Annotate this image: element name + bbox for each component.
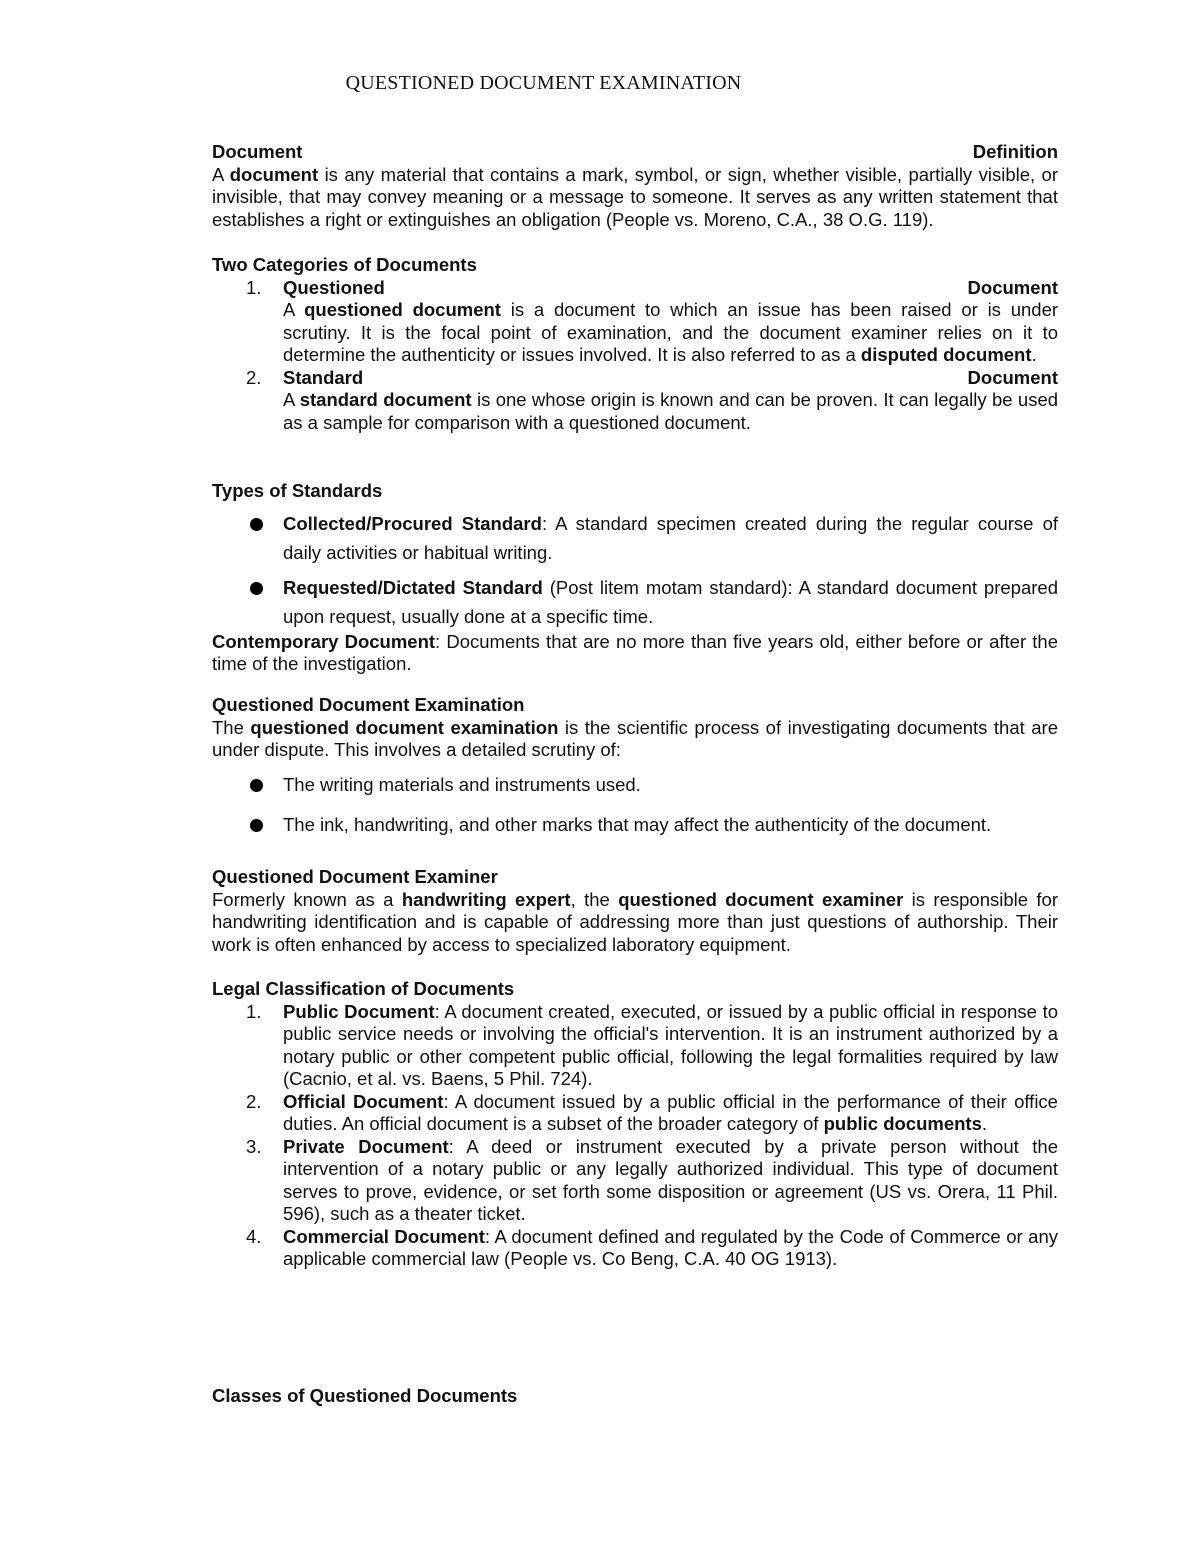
- section-legal-classification: [212, 978, 1058, 1271]
- list-number: 2.: [246, 1090, 262, 1112]
- paragraph: Contemporary Document: Documents that are no more than five years old, either before or after the time of the investigation.: [212, 630, 1059, 674]
- item-heading-split: Questioned Document: [283, 276, 1058, 298]
- list-number: 3.: [246, 1135, 262, 1157]
- bullet-item: Requested/Dictated Standard (Post litem motam standard): A standard document prepared upon request, usually done at a specific time.: [212, 573, 1058, 631]
- heading-left: Document: [212, 141, 303, 162]
- section-heading: Classes of Questioned Documents: [212, 1385, 518, 1406]
- section-types-of-standards: [212, 480, 1058, 676]
- section-two-categories: [212, 254, 1058, 434]
- page-title: QUESTIONED DOCUMENT EXAMINATION: [345, 72, 742, 94]
- bullet-item: The writing materials and instruments used.: [212, 770, 1058, 799]
- list-number: 1.: [246, 1000, 262, 1022]
- bullet-item: Collected/Procured Standard: A standard specimen created during the regular course of daily activities or habitual writing.: [212, 509, 1058, 567]
- section-heading: Legal Classification of Documents: [212, 978, 515, 999]
- bullet-item: The ink, handwriting, and other marks that may affect the authenticity of the document.: [212, 810, 1058, 839]
- list-number: 1.: [246, 276, 262, 298]
- section-document-definition: [212, 141, 1058, 231]
- item-heading-split: Standard Document: [283, 366, 1058, 388]
- section-heading: Two Categories of Documents: [212, 254, 477, 275]
- heading-right: Definition: [972, 141, 1058, 162]
- section-qde-examiner: [212, 866, 1058, 956]
- list-item: 4. Commercial Document: A document defined and regulated by the Code of Commerce or any applicable commercial law (People vs. Co Beng, C.A. 40 OG 1913).: [246, 1225, 1059, 1269]
- bullet-icon: [250, 518, 263, 531]
- section-heading: Types of Standards: [212, 480, 383, 501]
- paragraph: Formerly known as a handwriting expert, the questioned document examiner is responsible for handwriting identification and is capable of addressing more than just questions of authorship. Their work is often enhanced by access to specialized laboratory equipment.: [212, 888, 1059, 955]
- bullet-icon: [250, 819, 263, 832]
- paragraph: The questioned document examination is the scientific process of investigating documents that are under dispute. This involves a detailed scrutiny of:: [212, 716, 1058, 760]
- list-item: 3. Private Document: A deed or instrument executed by a private person without the intervention of a notary public or any legally authorized individual. This type of document serves to prove, evidence, or set forth some disposition or agreement (US vs. Orera, 11 Phil. 596), such as a theater ticket.: [246, 1135, 1058, 1224]
- section-qde: [212, 694, 1058, 839]
- section-heading: Questioned Document Examiner: [212, 866, 498, 887]
- list-item: 1. Questioned Document A questioned document is a document to which an issue has been raised or is under scrutiny. It is the focal point of examination, and the document examiner relies on it to determine the authenticity or issues involved. It is also referred to as a disputed document.: [246, 276, 1059, 365]
- list-item: 1. Public Document: A document created, executed, or issued by a public official in response to public service needs or involving the official's intervention. It is an instrument authorized by a notary public or other competent public official, following the legal formalities required by law (Cacnio, et al. vs. Baens, 5 Phil. 724).: [246, 1000, 1058, 1089]
- section-heading: Questioned Document Examination: [212, 694, 525, 715]
- bullet-icon: [250, 582, 263, 595]
- list-number: 2.: [246, 366, 262, 388]
- paragraph: A document is any material that contains a mark, symbol, or sign, whether visible, partially visible, or invisible, that may convey meaning or a message to someone. It serves as any written statement that establishes a right or extinguishes an obligation (People vs. Moreno, C.A., 38 O.G. 119).: [212, 163, 1059, 230]
- list-number: 4.: [246, 1225, 262, 1247]
- bullet-icon: [250, 779, 263, 792]
- list-item: 2. Official Document: A document issued by a public official in the performance of their office duties. An official document is a subset of the broader category of public documents.: [246, 1090, 1058, 1134]
- section-heading-split: [212, 141, 1058, 164]
- list-item: 2. Standard Document A standard document is one whose origin is known and can be proven. It can legally be used as a sample for comparison with a questioned document.: [246, 366, 1059, 433]
